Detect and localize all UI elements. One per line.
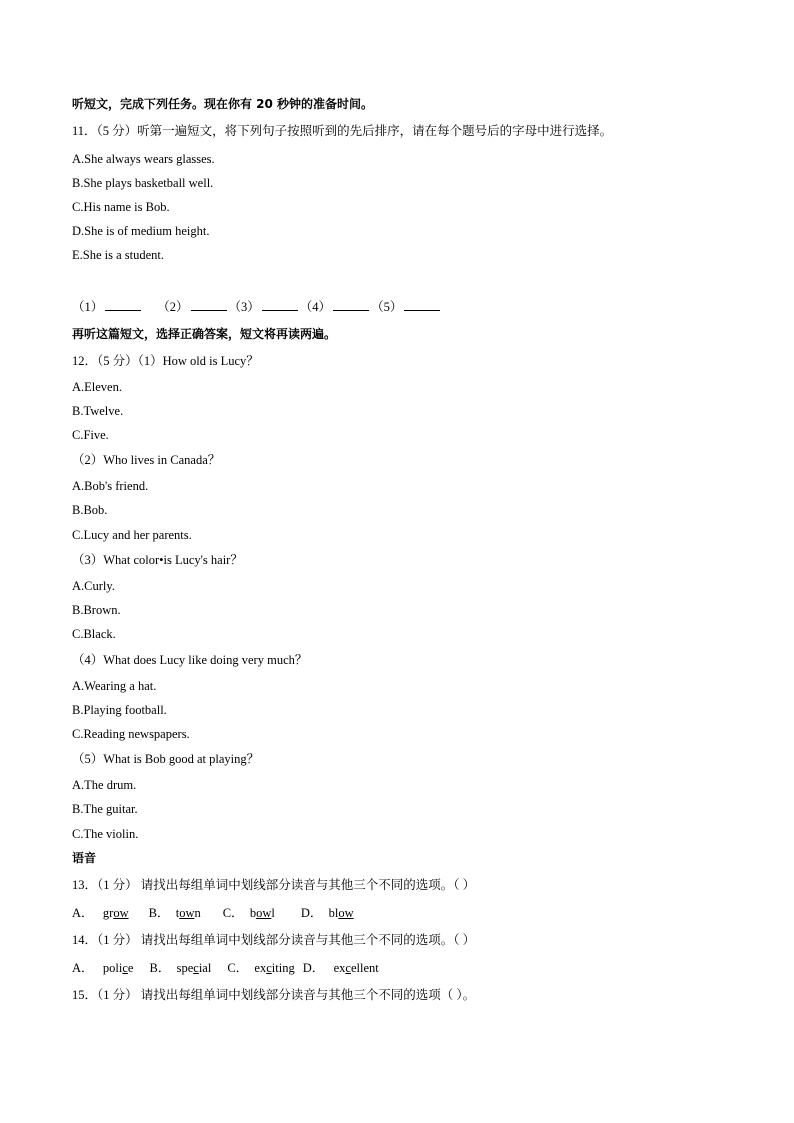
q12-2-option-a: A.Bob's friend. [72,479,149,493]
q12-5-option-b: B.The guitar. [72,802,138,816]
q13-option-b: B． town [148,906,201,920]
q12-5-option-a: A.The drum. [72,778,137,792]
q13-option-c: C． bowl [222,906,275,920]
q12-5-stem: （5）What is Bob good at playing？ [72,752,260,766]
q12-3-option-b: B.Brown. [72,603,121,617]
q12-5-option-c: C.The violin. [72,827,139,841]
q14-option-a: A． police [72,961,134,975]
answer-blank-2[interactable] [191,299,227,311]
q12-4-option-b: B.Playing football. [72,703,167,717]
q13-option-d: D． blow [300,906,354,920]
q12-2-option-b: B.Bob. [72,503,108,517]
q12-3-stem: （3）What color•is Lucy's hair？ [72,553,243,567]
q14-option-d: D． excellent [302,961,379,975]
q11-option-d: D.She is of medium height. [72,224,210,238]
q12-1-option-a: A.Eleven. [72,380,122,394]
q14-option-c: C． exciting [227,961,295,975]
q11-option-b: B.She plays basketball well. [72,176,214,190]
section2-heading: 再听这篇短文，选择正确答案，短文将再读两遍。 [72,327,337,341]
q12-2-option-c: C.Lucy and her parents. [72,528,192,542]
q12-stem: 12．（5 分）（1）How old is Lucy？ [72,354,259,368]
section1-heading: 听短文，完成下列任务。现在你有 20 秒钟的准备时间。 [72,97,374,111]
q11-stem: 11．（5 分）听第一遍短文，将下列句子按照听到的先后排序，请在每个题号后的字母中进行选择。 [72,124,613,138]
q15-stem: 15．（1 分） 请找出每组单词中划线部分读音与其他三个不同的选项（ ）。 [72,988,476,1002]
answer-blank-4[interactable] [333,299,369,311]
q12-3-option-a: A.Curly. [72,579,115,593]
section3-heading: 语音 [72,851,97,865]
q11-option-e: E.She is a student. [72,248,165,262]
q13-stem: 13．（1 分） 请找出每组单词中划线部分读音与其他三个不同的选项。（ ） [72,878,476,892]
blank-label-5: （5） [371,300,403,314]
answer-blank-1[interactable] [105,299,141,311]
q12-4-stem: （4）What does Lucy like doing very much？ [72,653,308,667]
q12-4-option-a: A.Wearing a hat. [72,679,157,693]
q13-options [72,905,354,921]
q11-option-a: A.She always wears glasses. [72,152,215,166]
q12-3-option-c: C.Black. [72,627,116,641]
q14-options [72,960,379,976]
q12-4-option-c: C.Reading newspapers. [72,727,190,741]
q14-option-b: B． special [149,961,212,975]
q11-option-c: C.His name is Bob. [72,200,170,214]
q12-1-option-c: C.Five. [72,428,109,442]
q12-1-option-b: B.Twelve. [72,404,124,418]
q13-option-a: A． grow [72,906,129,920]
blank-label-3: （3） [228,300,260,314]
blank-label-1: （1） [72,300,104,314]
q14-stem: 14．（1 分） 请找出每组单词中划线部分读音与其他三个不同的选项。（ ） [72,933,476,947]
q11-answer-blanks [72,299,442,315]
blank-label-4: （4） [299,300,332,314]
q12-2-stem: （2）Who lives in Canada？ [72,453,221,467]
blank-label-2: （2） [157,300,189,314]
answer-blank-5[interactable] [404,299,440,311]
answer-blank-3[interactable] [262,299,298,311]
